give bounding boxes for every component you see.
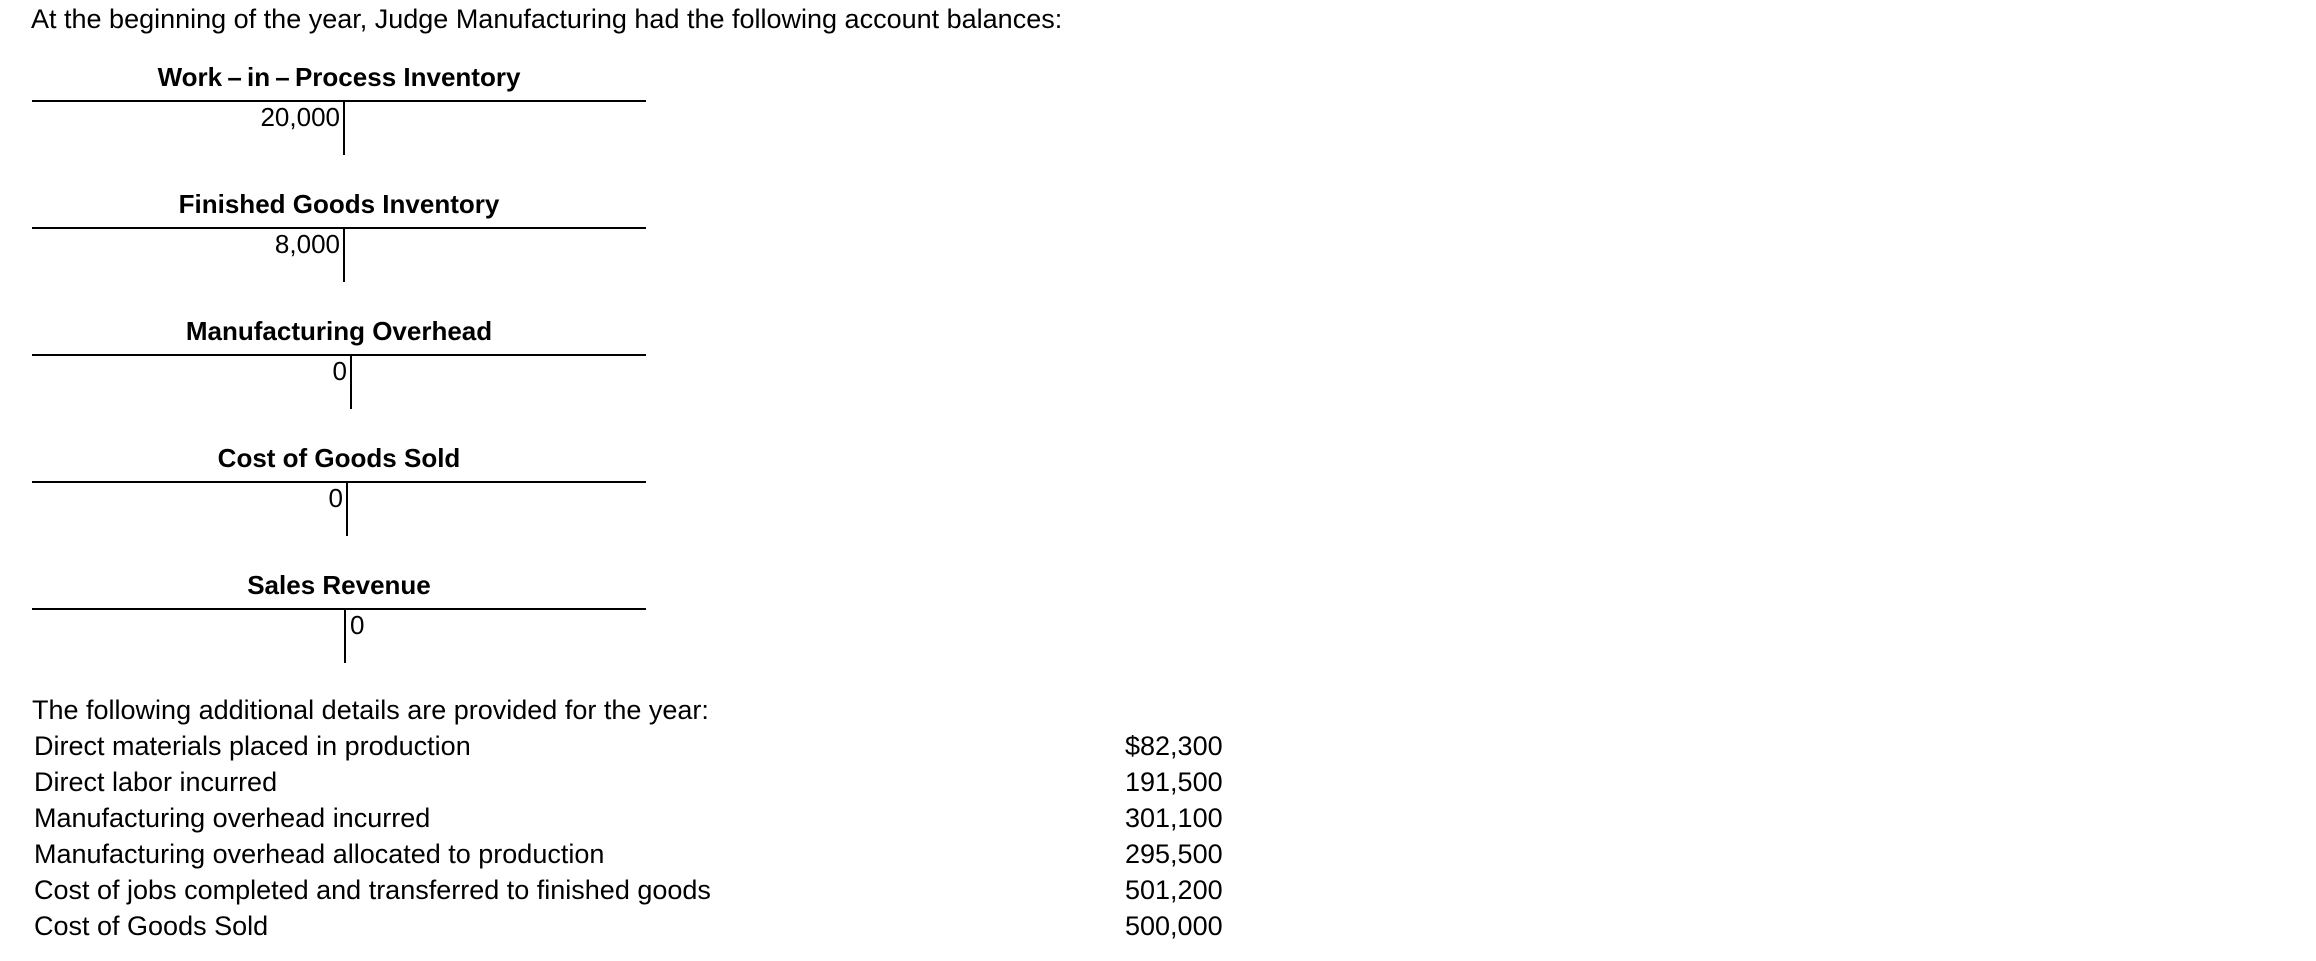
detail-value: $82,300	[1125, 731, 1223, 761]
t-account-title: Manufacturing Overhead	[185, 316, 493, 346]
detail-row	[34, 875, 1224, 909]
detail-label: Manufacturing overhead allocated to production	[34, 839, 605, 869]
detail-value: 295,500	[1125, 839, 1223, 869]
t-account-manufacturing-overhead	[32, 316, 646, 446]
detail-row	[34, 803, 1224, 837]
detail-row	[34, 839, 1224, 873]
detail-row	[34, 731, 1224, 765]
t-account-debit-balance: 20,000	[260, 102, 340, 132]
detail-label: Cost of jobs completed and transferred to finished goods	[34, 875, 711, 905]
t-account-sales-revenue	[32, 570, 646, 700]
t-account-title: Sales Revenue	[247, 570, 431, 600]
t-account-horizontal-rule	[32, 608, 646, 610]
t-account-finished-goods	[32, 189, 646, 319]
t-account-vertical-rule	[344, 609, 346, 663]
t-account-title: Work – in – Process Inventory	[157, 62, 521, 92]
detail-value: 191,500	[1125, 767, 1223, 797]
details-heading: The following additional details are provided for the year:	[32, 695, 709, 725]
t-account-debit-balance: 0	[328, 483, 343, 513]
detail-label: Direct labor incurred	[34, 767, 278, 797]
t-account-debit-balance: 0	[332, 356, 347, 386]
t-account-title: Finished Goods Inventory	[178, 189, 500, 219]
t-account-vertical-rule	[343, 228, 345, 282]
detail-row	[34, 767, 1224, 801]
detail-label: Manufacturing overhead incurred	[34, 803, 431, 833]
detail-row	[34, 911, 1224, 945]
intro-text: At the beginning of the year, Judge Manufacturing had the following account balances:	[31, 4, 1063, 34]
t-account-work-in-process	[32, 62, 646, 192]
t-account-credit-balance: 0	[350, 610, 365, 640]
t-account-vertical-rule	[350, 355, 352, 409]
detail-label: Cost of Goods Sold	[34, 911, 269, 941]
t-account-vertical-rule	[346, 482, 348, 536]
detail-value: 501,200	[1125, 875, 1223, 905]
detail-value: 301,100	[1125, 803, 1223, 833]
t-account-title: Cost of Goods Sold	[217, 443, 461, 473]
detail-label: Direct materials placed in production	[34, 731, 471, 761]
detail-value: 500,000	[1125, 911, 1223, 941]
t-account-cost-of-goods-sold	[32, 443, 646, 573]
t-account-debit-balance: 8,000	[274, 229, 340, 259]
t-account-vertical-rule	[343, 101, 345, 155]
